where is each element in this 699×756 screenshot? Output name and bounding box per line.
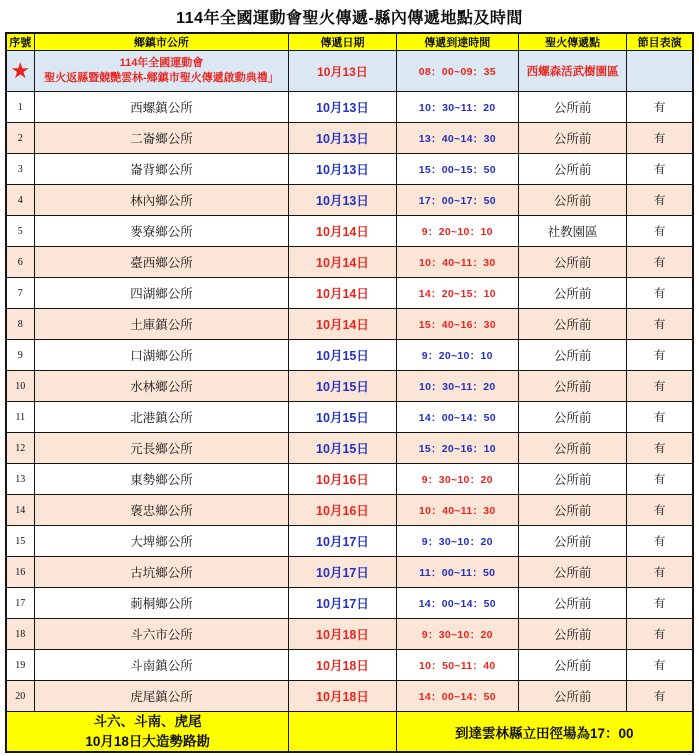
township-office: 古坑鄉公所: [34, 557, 289, 588]
table-row: [6, 433, 693, 464]
arrival-time: 10：30~11：20: [396, 371, 518, 402]
footer-left-line2: 10月18日大造勢路勘: [85, 733, 210, 749]
relay-point: 公所前: [518, 185, 626, 216]
township-office: 莿桐鄉公所: [34, 588, 289, 619]
table-row: [6, 340, 693, 371]
table-row: [6, 588, 693, 619]
performance-flag: 有: [627, 464, 693, 495]
relay-date: 10月18日: [289, 681, 396, 712]
header-row: [6, 33, 693, 51]
relay-point: 公所前: [518, 309, 626, 340]
serial-number: 18: [6, 619, 34, 650]
township-office: 斗六市公所: [34, 619, 289, 650]
ceremony-title-line1: 114年全國運動會: [119, 56, 204, 69]
relay-point: 公所前: [518, 464, 626, 495]
township-office: 褒忠鄉公所: [34, 495, 289, 526]
table-row: [6, 681, 693, 712]
serial-number: 16: [6, 557, 34, 588]
table-row: [6, 216, 693, 247]
township-office: 口湖鄉公所: [34, 340, 289, 371]
arrival-time: 10：50~11：40: [396, 650, 518, 681]
township-office: 北港鎮公所: [34, 402, 289, 433]
township-office: 東勢鄉公所: [34, 464, 289, 495]
table-row: [6, 278, 693, 309]
relay-date: 10月14日: [289, 216, 396, 247]
serial-number: 15: [6, 526, 34, 557]
serial-number: 19: [6, 650, 34, 681]
relay-date: 10月17日: [289, 526, 396, 557]
performance-flag: 有: [627, 402, 693, 433]
arrival-time: 10：40~11：30: [396, 247, 518, 278]
arrival-time: 9：30~10：20: [396, 526, 518, 557]
relay-point: 公所前: [518, 681, 626, 712]
performance-flag: 有: [627, 495, 693, 526]
township-office: 四湖鄉公所: [34, 278, 289, 309]
township-office: 水林鄉公所: [34, 371, 289, 402]
relay-date: 10月18日: [289, 619, 396, 650]
serial-number: 10: [6, 371, 34, 402]
township-office: 斗南鎮公所: [34, 650, 289, 681]
table-row: [6, 247, 693, 278]
arrival-time: 17：00~17：50: [396, 185, 518, 216]
ceremony-date: 10月13日: [289, 51, 396, 92]
relay-point: 公所前: [518, 340, 626, 371]
arrival-time: 15：00~15：50: [396, 154, 518, 185]
performance-flag: 有: [627, 588, 693, 619]
serial-number: 9: [6, 340, 34, 371]
table-row: [6, 185, 693, 216]
township-office: 林內鄉公所: [34, 185, 289, 216]
ceremony-time: 08：00~09：35: [396, 51, 518, 92]
arrival-time: 15：40~16：30: [396, 309, 518, 340]
column-header-4: 聖火傳遞點: [518, 33, 626, 51]
relay-point: 公所前: [518, 371, 626, 402]
relay-date: 10月13日: [289, 123, 396, 154]
performance-flag: 有: [627, 185, 693, 216]
arrival-time: 9：20~10：10: [396, 216, 518, 247]
table-row: [6, 154, 693, 185]
star-icon: ★: [10, 58, 31, 83]
relay-schedule-table: [5, 32, 694, 753]
township-office: 土庫鎮公所: [34, 309, 289, 340]
relay-point: 公所前: [518, 278, 626, 309]
table-row: [6, 650, 693, 681]
table-row: [6, 557, 693, 588]
arrival-time: 10：30~11：20: [396, 92, 518, 123]
arrival-time: 14：00~14：50: [396, 681, 518, 712]
serial-number: 4: [6, 185, 34, 216]
performance-flag: 有: [627, 92, 693, 123]
serial-number: 7: [6, 278, 34, 309]
serial-number: 17: [6, 588, 34, 619]
serial-number: 5: [6, 216, 34, 247]
relay-date: 10月14日: [289, 309, 396, 340]
performance-flag: 有: [627, 154, 693, 185]
township-office: 崙背鄉公所: [34, 154, 289, 185]
page-title: 114年全國運動會聖火傳遞-縣內傳遞地點及時間: [176, 10, 523, 27]
arrival-time: 10：40~11：30: [396, 495, 518, 526]
column-header-1: 鄉鎮市公所: [34, 33, 289, 51]
arrival-time: 14：20~15：10: [396, 278, 518, 309]
arrival-time: 14：00~14：50: [396, 588, 518, 619]
arrival-time: 14：00~14：50: [396, 402, 518, 433]
footer-empty-cell: [289, 712, 396, 753]
column-header-3: 傳遞到達時間: [396, 33, 518, 51]
relay-point: 公所前: [518, 557, 626, 588]
footer-row: [6, 712, 693, 753]
arrival-time: 15：20~16：10: [396, 433, 518, 464]
footer-note-left: [6, 712, 289, 753]
table-row: [6, 619, 693, 650]
table-row: [6, 123, 693, 154]
relay-date: 10月14日: [289, 247, 396, 278]
township-office: 虎尾鎮公所: [34, 681, 289, 712]
ceremony-location: 西螺森活武樹園區: [518, 51, 626, 92]
performance-flag: 有: [627, 619, 693, 650]
township-office: 元長鄉公所: [34, 433, 289, 464]
relay-date: 10月14日: [289, 278, 396, 309]
township-office: 臺西鄉公所: [34, 247, 289, 278]
serial-number: 3: [6, 154, 34, 185]
relay-point: 公所前: [518, 588, 626, 619]
relay-date: 10月18日: [289, 650, 396, 681]
footer-note-right: 到達雲林縣立田徑場為17：00: [396, 712, 693, 753]
relay-point: 公所前: [518, 92, 626, 123]
performance-flag: 有: [627, 650, 693, 681]
relay-date: 10月13日: [289, 92, 396, 123]
relay-point: 公所前: [518, 495, 626, 526]
arrival-time: 9：30~10：20: [396, 464, 518, 495]
relay-point: 社教園區: [518, 216, 626, 247]
arrival-time: 9：30~10：20: [396, 619, 518, 650]
township-office: 二崙鄉公所: [34, 123, 289, 154]
serial-number: 12: [6, 433, 34, 464]
serial-number: 8: [6, 309, 34, 340]
relay-date: 10月15日: [289, 402, 396, 433]
table-row: [6, 92, 693, 123]
township-office: 大埤鄉公所: [34, 526, 289, 557]
relay-date: 10月16日: [289, 495, 396, 526]
serial-number: 2: [6, 123, 34, 154]
performance-flag: 有: [627, 123, 693, 154]
performance-flag: 有: [627, 371, 693, 402]
relay-point: 公所前: [518, 247, 626, 278]
ceremony-title-cell: [34, 51, 289, 92]
arrival-time: 9：20~10：10: [396, 340, 518, 371]
serial-number: 13: [6, 464, 34, 495]
serial-number: 14: [6, 495, 34, 526]
relay-point: 公所前: [518, 433, 626, 464]
performance-flag: 有: [627, 278, 693, 309]
serial-number: 20: [6, 681, 34, 712]
ceremony-title-line2: 聖火返縣暨競艷雲林-鄉鎮市聖火傳遞啟動典禮」: [44, 72, 279, 84]
township-office: 麥寮鄉公所: [34, 216, 289, 247]
column-header-0: 序號: [6, 33, 34, 51]
serial-number: 11: [6, 402, 34, 433]
performance-flag: 有: [627, 216, 693, 247]
column-header-2: 傳遞日期: [289, 33, 396, 51]
opening-ceremony-row: [6, 51, 693, 92]
performance-flag: 有: [627, 309, 693, 340]
performance-flag: 有: [627, 681, 693, 712]
relay-date: 10月13日: [289, 185, 396, 216]
serial-number: 6: [6, 247, 34, 278]
table-row: [6, 495, 693, 526]
relay-date: 10月15日: [289, 340, 396, 371]
relay-point: 公所前: [518, 402, 626, 433]
arrival-time: 11：00~11：50: [396, 557, 518, 588]
table-row: [6, 371, 693, 402]
star-cell: [6, 51, 34, 92]
relay-point: 公所前: [518, 619, 626, 650]
serial-number: 1: [6, 92, 34, 123]
table-row: [6, 464, 693, 495]
relay-point: 公所前: [518, 526, 626, 557]
performance-flag: 有: [627, 340, 693, 371]
performance-flag: 有: [627, 557, 693, 588]
relay-point: 公所前: [518, 154, 626, 185]
relay-point: 公所前: [518, 123, 626, 154]
relay-date: 10月16日: [289, 464, 396, 495]
relay-date: 10月13日: [289, 154, 396, 185]
footer-left-line1: 斗六、斗南、虎尾: [93, 714, 202, 729]
performance-flag: 有: [627, 247, 693, 278]
table-row: [6, 309, 693, 340]
relay-date: 10月15日: [289, 371, 396, 402]
performance-flag: 有: [627, 526, 693, 557]
relay-date: 10月15日: [289, 433, 396, 464]
relay-date: 10月17日: [289, 557, 396, 588]
column-header-5: 節目表演: [627, 33, 693, 51]
table-row: [6, 526, 693, 557]
relay-date: 10月17日: [289, 588, 396, 619]
table-row: [6, 402, 693, 433]
ceremony-performance: [627, 51, 693, 92]
performance-flag: 有: [627, 433, 693, 464]
township-office: 西螺鎮公所: [34, 92, 289, 123]
arrival-time: 13：40~14：30: [396, 123, 518, 154]
relay-point: 公所前: [518, 650, 626, 681]
